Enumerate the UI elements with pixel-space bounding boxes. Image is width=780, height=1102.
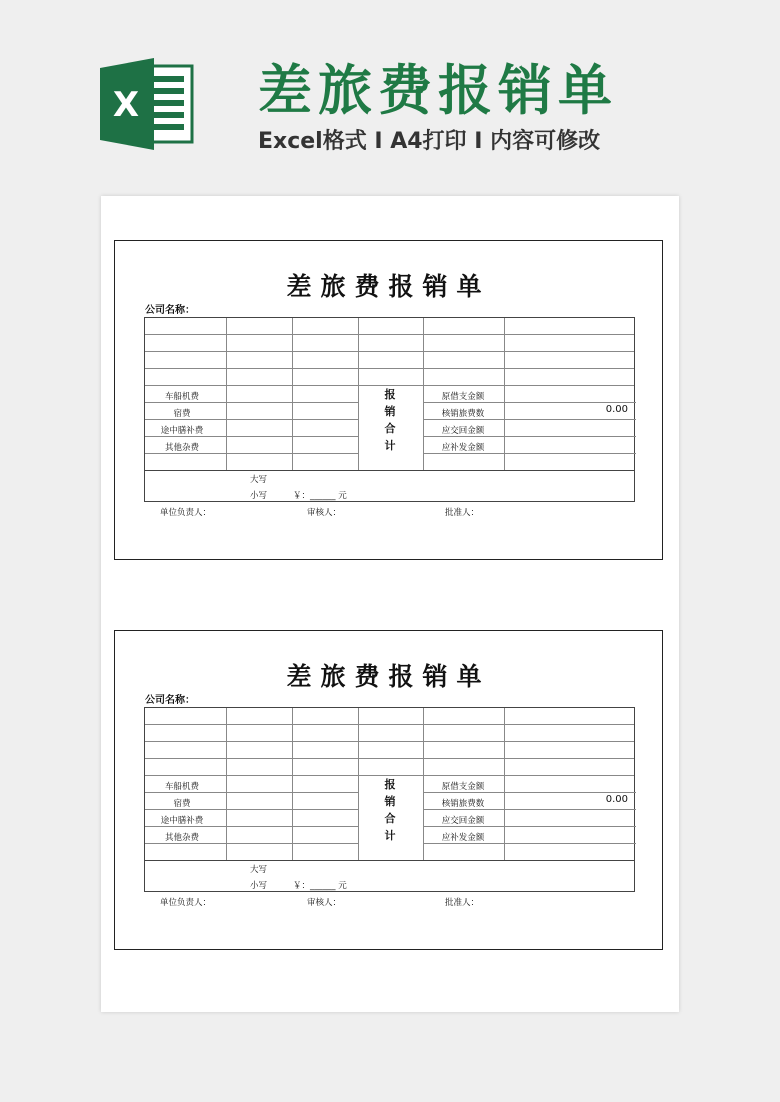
daxie-label: 大写 (250, 865, 268, 875)
signer-label: 批准人： (445, 898, 480, 908)
xiaoxie-value: ￥：______ 元 (293, 881, 347, 891)
company-label: 公司名称： (145, 305, 195, 316)
total-label: 报 销 合 计 (384, 777, 396, 842)
row-label: 应补发金额 (441, 833, 485, 843)
xiaoxie-value: ￥：______ 元 (293, 491, 347, 501)
expense-table (144, 707, 635, 892)
daxie-label: 大写 (250, 475, 268, 485)
svg-text:X: X (112, 85, 140, 125)
form-title: 差旅费报销单 (286, 272, 491, 301)
document-page (101, 196, 679, 1012)
excel-icon (100, 58, 196, 150)
row-label: 宿费 (173, 799, 191, 809)
row-label: 其他杂费 (164, 833, 199, 843)
row-label: 其他杂费 (164, 443, 199, 453)
row-label: 应补发金额 (441, 443, 485, 453)
signer-label: 批准人： (445, 508, 480, 518)
row-label: 应交回金额 (441, 816, 485, 826)
page-subtitle: Excel格式 I A4打印 I 内容可修改 (258, 129, 601, 154)
company-label: 公司名称： (145, 695, 195, 706)
amount-value: 0.00 (605, 404, 628, 415)
row-label: 途中膳补费 (160, 816, 204, 826)
row-label: 车船机费 (164, 782, 199, 792)
row-label: 车船机费 (164, 392, 199, 402)
page-title: 差旅费报销单 (258, 59, 618, 122)
row-label: 核销旅费数 (441, 799, 485, 809)
expense-form (114, 630, 663, 950)
xiaoxie-label: 小写 (250, 881, 268, 891)
form-title: 差旅费报销单 (286, 662, 491, 691)
row-label: 原借支金额 (441, 782, 485, 792)
signer-label: 审核人： (307, 898, 342, 908)
signer-label: 单位负责人： (160, 508, 212, 518)
expense-form (114, 240, 663, 560)
row-label: 核销旅费数 (441, 409, 485, 419)
signer-label: 单位负责人： (160, 898, 212, 908)
total-label: 报 销 合 计 (384, 387, 396, 452)
header (0, 0, 780, 180)
row-label: 途中膳补费 (160, 426, 204, 436)
xiaoxie-label: 小写 (250, 491, 268, 501)
signer-label: 审核人： (307, 508, 342, 518)
amount-value: 0.00 (605, 794, 628, 805)
row-label: 宿费 (173, 409, 191, 419)
expense-table (144, 317, 635, 502)
row-label: 应交回金额 (441, 426, 485, 436)
row-label: 原借支金额 (441, 392, 485, 402)
